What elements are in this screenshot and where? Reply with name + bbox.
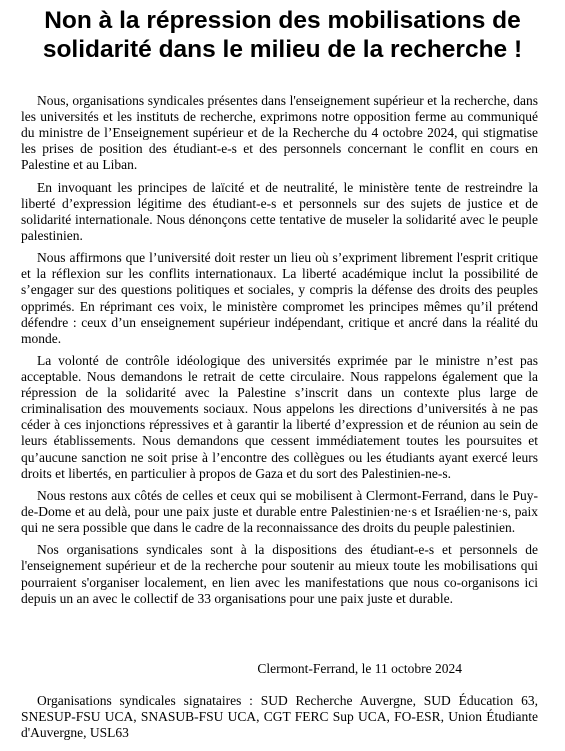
document-title: Non à la répression des mobilisations de solidarité dans le milieu de la recherche ! — [42, 7, 523, 63]
signatories-list: Organisations syndicales signataires : SUD Recherche Auvergne, SUD Éducation 63, SNESUP-FSU UCA, SNASUB-FSU UCA, CGT FERC Sup UCA, FO-ESR, Union Étudiante d'Auvergne, USL63 — [21, 693, 538, 741]
paragraph-universite: Nous affirmons que l’université doit rester un lieu où s’expriment librement l'esprit critique et la réflexion sur les conflits internationaux. La liberté académique inclut la possibilité de s’engager sur des questions politiques et sociales, y compris la défense des droits des peuples opprimés. En réprimant ces voix, le ministère compromet les principes mêmes qu’il prétend défendre : ceux d’un enseignement supérieur indépendant, critique et ancré dans la réalité du monde. — [21, 250, 538, 346]
paragraph-laicite: En invoquant les principes de laïcité et de neutralité, le ministère tente de restreindre la liberté d’expression légitime des étudiant-e-s et personnels sur des sujets de justice et de solidarité internationale. Nous dénonçons cette tentative de museler la solidarité avec le peuple palestinien. — [21, 179, 538, 243]
paragraph-opposition: Nous, organisations syndicales présentes dans l'enseignement supérieur et la recherche, dans les universités et les instituts de recherche, exprimons notre opposition ferme au communiqué du ministre de l’Enseignement supérieur et de la Recherche du 4 octobre 2024, qui stigmatise les prises de position des étudiant-e-s et des personnels concernant le conflit en cours en Palestine et au Liban. — [21, 93, 538, 173]
paragraph-clermont: Nous restons aux côtés de celles et ceux qui se mobilisent à Clermont-Ferrand, dans le Puy-de-Dome et au delà, pour une paix juste et durable entre Palestinien·ne·s et Israélien·ne·s, paix qui ne sera possible que dans le cadre de la reconnaissance des droits du peuple palestinien. — [21, 487, 538, 536]
paragraph-dispositions: Nos organisations syndicales sont à la dispositions des étudiant-e-s et personnels de l'enseignement supérieur et de la recherche pour soutenir au mieux toute les mobilisations qui pourraient s'organiser localement, en lien avec les manifestations que nous co-organisons ici depuis un an avec le collectif de 33 organisations pour une paix juste et durable. — [21, 542, 538, 606]
document-body — [21, 93, 538, 613]
place-date-line: Clermont-Ferrand, le 11 octobre 2024 — [257, 661, 462, 676]
paragraph-controle: La volonté de contrôle idéologique des universités exprimée par le ministre n’est pas acceptable. Nous demandons le retrait de cette circulaire. Nous rappelons également que la répression de la solidarité avec la Palestine s’inscrit dans un contexte plus large de criminalisation des mouvements sociaux. Nous appelons les directions d’universités à ne pas céder à ces injonctions répressives et à garantir la liberté d’expression et de réunion au sein de leurs établissements. Nous demandons que cessent immédiatement toutes les poursuites et qu’aucune sanction ne soit prise à l’encontre des collègues ou les étudiants ayant exercé leurs droits et libertés, en particulier à propos de Gaza et du sort des Palestinien-ne-s. — [21, 352, 538, 481]
